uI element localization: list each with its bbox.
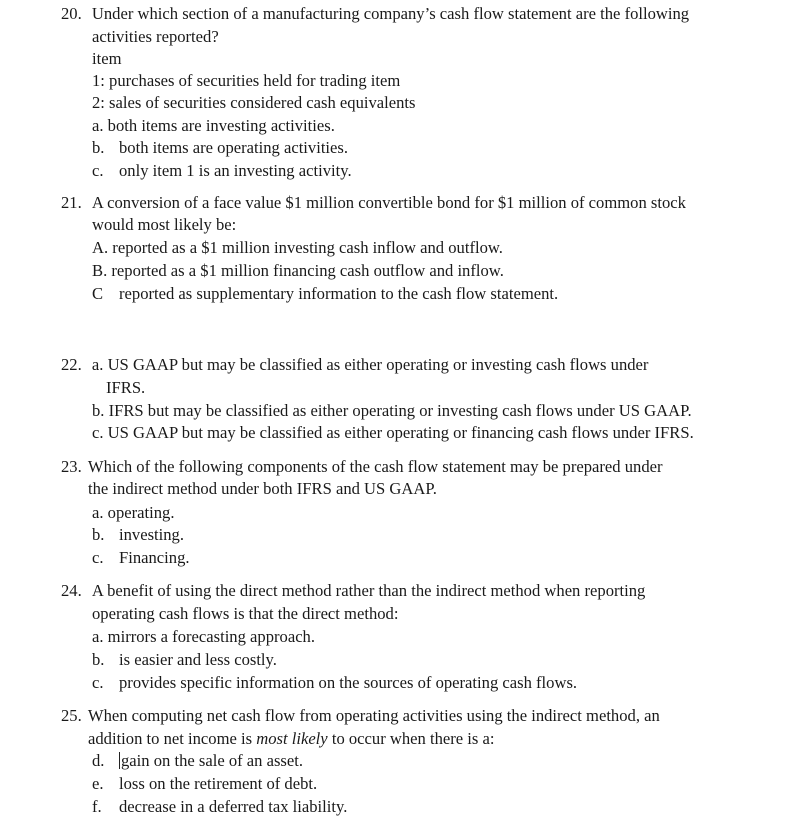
- answer-option-a-continued: IFRS.: [106, 378, 146, 397]
- answer-option-a: 22. a. US GAAP but may be classified as either operating or investing cash flows under: [61, 355, 649, 374]
- answer-option-a: a. mirrors a forecasting approach.: [92, 627, 316, 646]
- question-stem-continued: operating cash flows is that the direct method:: [92, 604, 399, 623]
- answer-option-c: c. provides specific information on the sources of operating cash flows.: [92, 673, 578, 692]
- answer-option-c: c. only item 1 is an investing activity.: [92, 161, 352, 180]
- answer-option-c: c. US GAAP but may be classified as either operating or financing cash flows under IFRS.: [92, 423, 694, 442]
- item-1: 1: purchases of securities held for trading item: [92, 71, 401, 90]
- answer-option-b: b. both items are operating activities.: [92, 138, 349, 157]
- question-stem-continued: activities reported?: [92, 27, 219, 46]
- question-stem-continued: the indirect method under both IFRS and US GAAP.: [88, 479, 437, 498]
- question-number: 23.: [61, 457, 82, 476]
- item-header: item: [92, 49, 122, 68]
- question-stem-continued: addition to net income is most likely to occur when there is a:: [88, 729, 495, 748]
- answer-option-e: e. loss on the retirement of debt.: [92, 774, 318, 793]
- answer-option-d: d. gain on the sale of an asset.: [92, 751, 304, 770]
- answer-option-b: b. is easier and less costly.: [92, 650, 277, 669]
- answer-option-c: c. Financing.: [92, 548, 190, 567]
- answer-option-a: A. reported as a $1 million investing cash inflow and outflow.: [92, 238, 503, 257]
- answer-option-c: C reported as supplementary information to the cash flow statement.: [92, 284, 559, 303]
- question-number: 22.: [61, 355, 82, 374]
- question-stem-continued: would most likely be:: [92, 215, 237, 234]
- question-stem: 24. A benefit of using the direct method rather than the indirect method when reporting: [61, 581, 646, 600]
- question-stem: 23. Which of the following components of the cash flow statement may be prepared under: [61, 457, 663, 476]
- text-cursor: [119, 752, 120, 769]
- answer-option-a: a. operating.: [92, 503, 175, 522]
- question-number: 21.: [61, 193, 82, 212]
- question-number: 25.: [61, 706, 82, 725]
- question-stem: 21. A conversion of a face value $1 million convertible bond for $1 million of common stock: [61, 193, 686, 212]
- answer-option-b: b. IFRS but may be classified as either operating or investing cash flows under US GAAP.: [92, 401, 692, 420]
- answer-option-a: a. both items are investing activities.: [92, 116, 335, 135]
- answer-option-f: f. decrease in a deferred tax liability.: [92, 797, 348, 816]
- question-stem: 20. Under which section of a manufacturing company’s cash flow statement are the following: [61, 4, 690, 23]
- answer-option-b: B. reported as a $1 million financing cash outflow and inflow.: [92, 261, 504, 280]
- item-2: 2: sales of securities considered cash equivalents: [92, 93, 416, 112]
- question-number: 24.: [61, 581, 82, 600]
- answer-option-b: b. investing.: [92, 525, 184, 544]
- emphasis-text: most likely: [256, 729, 328, 748]
- question-stem: 25. When computing net cash flow from operating activities using the indirect method, an: [61, 706, 660, 725]
- question-number: 20.: [61, 4, 82, 23]
